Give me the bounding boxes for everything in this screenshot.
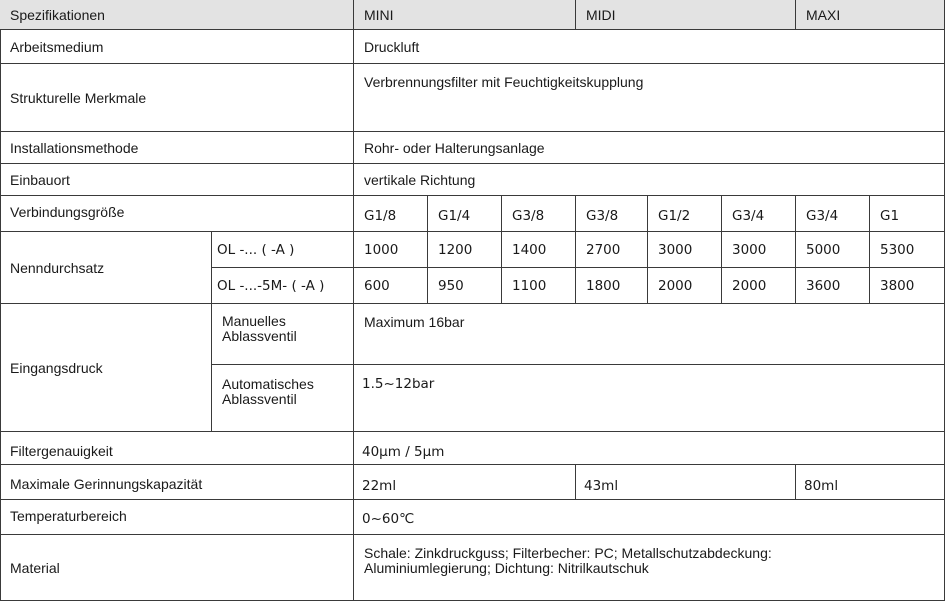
connection-value-2	[428, 196, 502, 232]
flow-sub2-value-8	[870, 268, 945, 304]
flow-sub2-label: OL -...-5M- ( -A )	[217, 277, 325, 294]
flow-label: Nenndurchsatz	[10, 259, 105, 276]
flow-sub1-label: OL -... ( -A )	[217, 241, 295, 258]
flow-sub1-label-cell	[212, 232, 354, 268]
capacity-maxi-value: 80ml	[804, 478, 839, 494]
material-value-cell	[354, 535, 945, 601]
accuracy-value: 40μm / 5μm	[362, 444, 445, 460]
header-maxi-cell	[796, 0, 945, 30]
connection-value-6	[722, 196, 796, 232]
flow-sub1-value-8	[870, 232, 945, 268]
pressure-auto-label: Automatisches Ablassventil	[222, 376, 314, 407]
connection-value-text: G3/8	[586, 207, 619, 224]
flow-value-text: 2700	[586, 241, 621, 258]
flow-value-text: 3000	[658, 241, 693, 258]
install-value: Rohr- oder Halterungsanlage	[364, 139, 545, 156]
flow-sub2-label-cell	[212, 268, 354, 304]
flow-value-text: 600	[364, 277, 390, 294]
flow-sub1-value-7	[796, 232, 870, 268]
position-label: Einbauort	[10, 171, 70, 188]
flow-sub2-value-4	[576, 268, 648, 304]
connection-value-text: G3/4	[806, 207, 839, 224]
medium-value-cell	[354, 30, 945, 64]
install-label-cell	[0, 132, 354, 164]
accuracy-value-cell	[354, 432, 945, 465]
position-value: vertikale Richtung	[364, 171, 476, 188]
medium-label: Arbeitsmedium	[10, 38, 104, 55]
connection-value-text: G1/4	[438, 207, 471, 224]
header-midi-label: MIDI	[586, 6, 616, 23]
flow-value-text: 2000	[732, 277, 767, 294]
connection-value-8	[870, 196, 945, 232]
capacity-midi-value: 43ml	[584, 478, 619, 494]
accuracy-label: Filtergenauigkeit	[10, 443, 113, 459]
connection-value-5	[648, 196, 722, 232]
connection-value-7	[796, 196, 870, 232]
flow-value-text: 1400	[512, 241, 547, 258]
pressure-auto-value: 1.5~12bar	[362, 376, 435, 392]
install-value-cell	[354, 132, 945, 164]
material-value: Schale: Zinkdruckguss; Filterbecher: PC; Metallschutzabdeckung: Aluminiumlegierung; Dichtung: Nitrilkautschuk	[364, 545, 772, 576]
temperature-label: Temperaturbereich	[10, 508, 127, 524]
flow-value-text: 5000	[806, 241, 841, 258]
pressure-manual-label: Manuelles Ablassventil	[222, 313, 297, 344]
flow-sub1-value-2	[428, 232, 502, 268]
capacity-label-cell	[0, 465, 354, 500]
pressure-label: Eingangsdruck	[10, 359, 103, 376]
temperature-label-cell	[0, 500, 354, 535]
capacity-maxi-cell	[796, 465, 945, 500]
structure-label-cell	[0, 64, 354, 132]
header-midi-cell	[576, 0, 796, 30]
position-label-cell	[0, 164, 354, 196]
flow-value-text: 2000	[658, 277, 693, 294]
header-mini-cell	[354, 0, 576, 30]
pressure-manual-value: Maximum 16bar	[364, 314, 465, 330]
pressure-manual-value-cell	[354, 304, 945, 365]
material-label: Material	[10, 559, 60, 576]
position-value-cell	[354, 164, 945, 196]
flow-label-cell	[0, 232, 212, 304]
material-label-cell	[0, 535, 354, 601]
connection-value-3	[502, 196, 576, 232]
pressure-auto-label-cell	[212, 365, 354, 432]
flow-value-text: 950	[438, 277, 464, 294]
medium-value: Druckluft	[364, 38, 420, 55]
flow-sub1-value-3	[502, 232, 576, 268]
structure-label: Strukturelle Merkmale	[10, 89, 147, 106]
flow-sub1-value-5	[648, 232, 722, 268]
connection-value-1	[354, 196, 428, 232]
flow-sub1-value-1	[354, 232, 428, 268]
header-spec-cell	[0, 0, 354, 30]
header-spec-label: Spezifikationen	[10, 6, 105, 23]
structure-value-cell	[354, 64, 945, 132]
temperature-value-cell	[354, 500, 945, 535]
medium-label-cell	[0, 30, 354, 64]
flow-value-text: 3800	[880, 277, 915, 294]
flow-sub2-value-1	[354, 268, 428, 304]
pressure-label-cell	[0, 304, 212, 432]
flow-value-text: 3600	[806, 277, 841, 294]
flow-value-text: 1200	[438, 241, 473, 258]
flow-value-text: 1800	[586, 277, 621, 294]
pressure-manual-label-cell	[212, 304, 354, 365]
flow-value-text: 1000	[364, 241, 399, 258]
flow-sub1-value-4	[576, 232, 648, 268]
capacity-mini-value: 22ml	[362, 478, 397, 494]
header-mini-label: MINI	[364, 6, 394, 23]
accuracy-label-cell	[0, 432, 354, 465]
flow-sub1-value-6	[722, 232, 796, 268]
connection-label-cell	[0, 196, 354, 232]
flow-sub2-value-5	[648, 268, 722, 304]
flow-sub2-value-7	[796, 268, 870, 304]
connection-value-text: G3/4	[732, 207, 765, 224]
flow-sub2-value-3	[502, 268, 576, 304]
connection-value-4	[576, 196, 648, 232]
connection-value-text: G1/2	[658, 207, 691, 224]
flow-value-text: 3000	[732, 241, 767, 258]
flow-sub2-value-6	[722, 268, 796, 304]
connection-value-text: G3/8	[512, 207, 545, 224]
capacity-label: Maximale Gerinnungskapazität	[10, 476, 203, 492]
structure-value: Verbrennungsfilter mit Feuchtigkeitskupplung	[364, 74, 644, 90]
flow-value-text: 1100	[512, 277, 547, 294]
install-label: Installationsmethode	[10, 139, 139, 156]
temperature-value: 0~60℃	[362, 511, 415, 527]
pressure-auto-value-cell	[354, 365, 945, 432]
connection-value-text: G1	[880, 207, 900, 224]
capacity-mini-cell	[354, 465, 576, 500]
capacity-midi-cell	[576, 465, 796, 500]
flow-sub2-value-2	[428, 268, 502, 304]
flow-value-text: 5300	[880, 241, 915, 258]
connection-label: Verbindungsgröße	[10, 204, 125, 220]
header-maxi-label: MAXI	[806, 6, 841, 23]
connection-value-text: G1/8	[364, 207, 397, 224]
